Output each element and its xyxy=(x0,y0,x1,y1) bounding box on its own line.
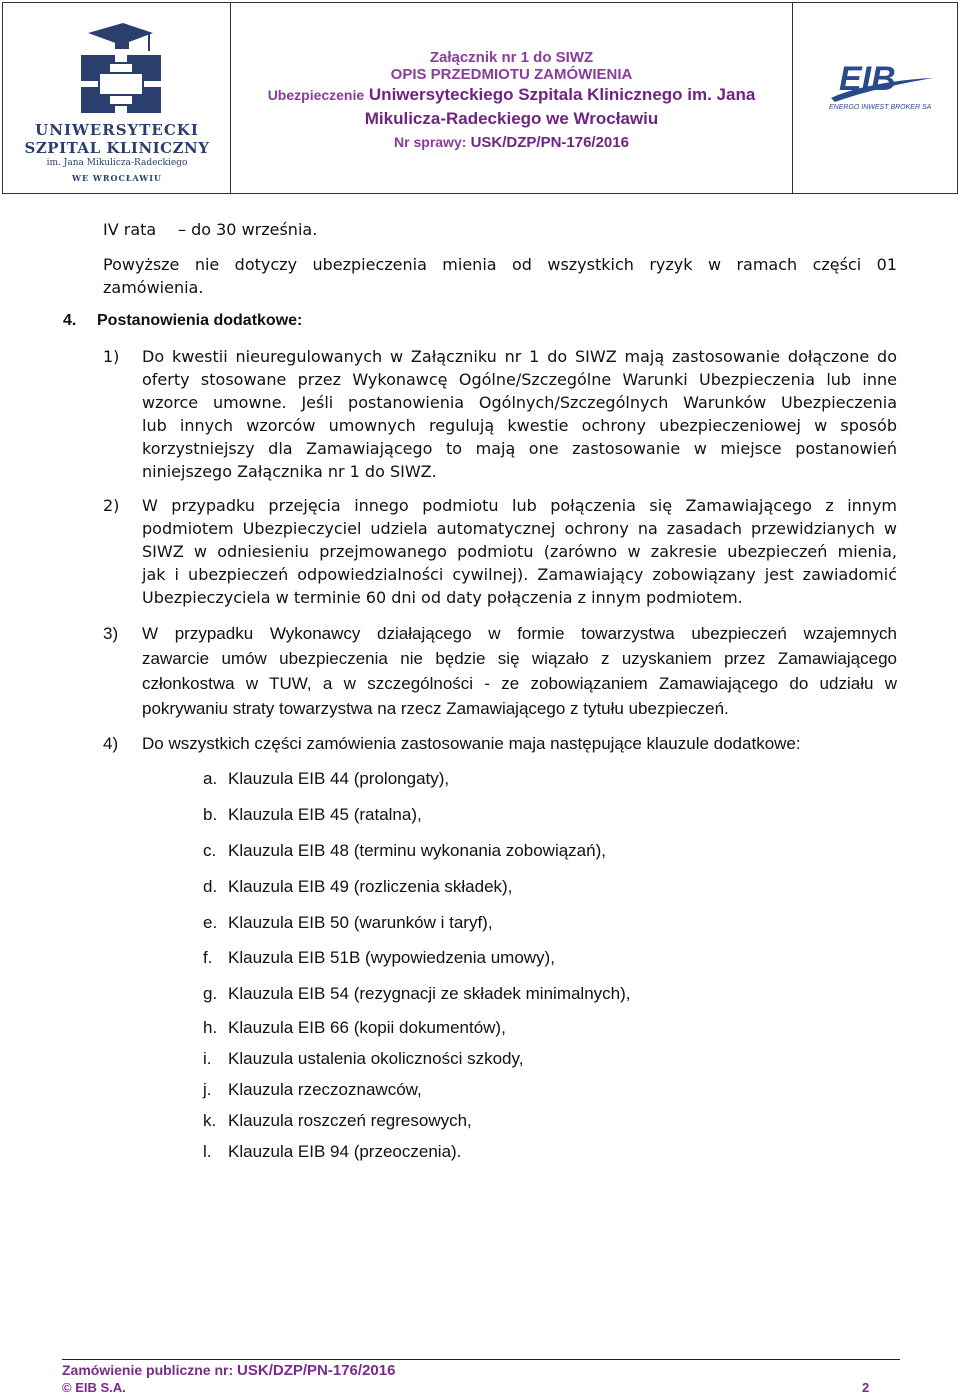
item-4-text: Do wszystkich części zamówienia zastosowanie maja następujące klauzule dodatkowe: xyxy=(142,734,801,753)
clause-letter: j. xyxy=(203,1080,212,1099)
eib-logo-wordmark: EIB xyxy=(839,60,896,98)
clause-text: Klauzula EIB 49 (rozliczenia składek), xyxy=(228,877,513,896)
clause-letter: a. xyxy=(203,769,218,788)
case-number-code: USK/DZP/PN-176/2016 xyxy=(470,134,629,151)
clause-text: Klauzula EIB 44 (prolongaty), xyxy=(228,769,450,788)
note-line-1: Powyższe nie dotyczy ubezpieczenia mienia od wszystkich ryzyk w ramach części 01 xyxy=(103,255,897,274)
university-emblem-icon xyxy=(3,3,231,121)
installment-label: IV rata xyxy=(103,220,157,239)
clause-letter: h. xyxy=(203,1018,218,1037)
item-3-line: pokrywaniu straty towarzystwa na rzecz Zamawiającego z tytułu ubezpieczeń. xyxy=(142,699,729,718)
clause-text: Klauzula EIB 51B (wypowiedzenia umowy), xyxy=(228,948,555,967)
clause-text: Klauzula EIB 48 (terminu wykonania zobowiązań), xyxy=(228,841,606,860)
university-logo xyxy=(3,3,231,193)
item-3-line: W przypadku Wykonawcy działającego w formie towarzystwa ubezpieczeń wzajemnych xyxy=(142,624,897,643)
clause-letter: i. xyxy=(203,1049,212,1068)
header-title-block xyxy=(231,3,793,193)
eib-logo-subtitle: ENERGO INWEST BROKER SA xyxy=(829,104,932,111)
item-2-line: podmiotem Ubezpieczyciel udziela automatycznej ochrony na zasadach przewidzianych w xyxy=(142,519,897,538)
clause-text: Klauzula ustalenia okoliczności szkody, xyxy=(228,1049,524,1068)
footer-order-number xyxy=(62,1362,395,1379)
header-case-number xyxy=(231,131,792,154)
note-line-2: zamówienia. xyxy=(103,278,204,297)
item-1-line: Do kwestii nieuregulowanych w Załączniku nr 1 do SIWZ mają zastosowanie dołączone do xyxy=(142,347,897,366)
header-insurance-line xyxy=(231,83,792,107)
header-insurance-main: Uniwersyteckiego Szpitala Klinicznego im. Jana xyxy=(368,85,756,104)
item-3-number: 3) xyxy=(103,624,119,643)
logo-line-1: UNIWERSYTECKI xyxy=(35,121,199,139)
item-4-number: 4) xyxy=(103,734,119,753)
clause-letter: k. xyxy=(203,1111,217,1130)
logo-line-3: im. Jana Mikulicza-Radeckiego xyxy=(46,158,188,168)
footer-copyright: © EIB S.A. xyxy=(62,1380,126,1395)
footer-divider xyxy=(62,1359,900,1360)
clause-letter: d. xyxy=(203,877,218,896)
item-2-line: jak i ubezpieczeń odpowiedzialności cywilnej). Zamawiający zobowiązany jest zawiadomić xyxy=(142,565,897,584)
installment-text: – do 30 września. xyxy=(178,220,318,239)
clause-letter: g. xyxy=(203,984,218,1003)
clause-text: Klauzula EIB 54 (rezygnacji ze składek minimalnych), xyxy=(228,984,631,1003)
header-annex: Załącznik nr 1 do SIWZ xyxy=(429,49,594,66)
page-number: 2 xyxy=(862,1380,870,1395)
clause-text: Klauzula EIB 50 (warunków i taryf), xyxy=(228,913,493,932)
clause-text: Klauzula EIB 45 (ratalna), xyxy=(228,805,422,824)
clause-text: Klauzula EIB 94 (przeoczenia). xyxy=(228,1142,462,1161)
item-3-line: członkostwa w TUW, a w szczególności - ze zobowiązaniem Zamawiającego do udziału w xyxy=(142,674,897,693)
clause-text: Klauzula rzeczoznawców, xyxy=(228,1080,422,1099)
header-hospital-name: Mikulicza-Radeckiego we Wrocławiu xyxy=(364,109,659,128)
logo-line-4: WE WROCŁAWIU xyxy=(71,173,163,183)
item-1-line: oferty stosowane przez Wykonawcę Ogólne/Szczególne Warunki Ubezpieczenia lub inne xyxy=(142,370,897,389)
clause-letter: c. xyxy=(203,841,217,860)
clause-letter: e. xyxy=(203,913,218,932)
clause-text: Klauzula EIB 66 (kopii dokumentów), xyxy=(228,1018,506,1037)
eib-logo xyxy=(793,3,957,193)
clause-letter: l. xyxy=(203,1142,212,1161)
document-header xyxy=(2,2,958,194)
header-insurance-prefix: Ubezpieczenie xyxy=(267,87,365,103)
clause-text: Klauzula roszczeń regresowych, xyxy=(228,1111,472,1130)
item-2-line: Ubezpieczyciela w terminie 60 dni od daty połączenia z innym podmiotem. xyxy=(142,588,743,607)
section-title: Postanowienia dodatkowe: xyxy=(97,312,303,329)
item-2-number: 2) xyxy=(103,496,120,515)
eib-logo-icon xyxy=(827,60,937,102)
item-1-line: wzorce umowne. Jeśli postanowienia Ogólnych/Szczególnych Warunków Ubezpieczenia xyxy=(142,393,897,412)
logo-line-2: SZPITAL KLINICZNY xyxy=(24,139,210,157)
item-2-line: SIWZ w odniesieniu przejmowanego podmiotu (zarówno w zakresie ubezpieczeń mienia, xyxy=(142,542,897,561)
footer-order-code: USK/DZP/PN-176/2016 xyxy=(237,1362,396,1379)
item-1-line: lub innych wzorców umownych regulują kwestie ochrony ubezpieczeniowej w sposób xyxy=(142,416,897,435)
item-2-line: W przypadku przejęcia innego podmiotu lub połączenia się Zamawiającego z innym xyxy=(142,496,897,515)
item-1-number: 1) xyxy=(103,347,120,366)
clause-letter: f. xyxy=(203,948,213,967)
footer-order-label: Zamówienie publiczne nr: xyxy=(62,1362,234,1378)
header-subject: OPIS PRZEDMIOTU ZAMÓWIENIA xyxy=(390,66,633,83)
case-number-label: Nr sprawy: xyxy=(394,134,467,150)
section-number: 4. xyxy=(63,312,77,329)
item-1-line: niniejszego Załącznika nr 1 do SIWZ. xyxy=(142,462,437,481)
item-3-line: zawarcie umów ubezpieczenia nie będzie się wiązało z uzyskaniem przez Zamawiającego xyxy=(142,649,897,668)
clause-letter: b. xyxy=(203,805,218,824)
item-1-line: korzystniejszy dla Zamawiającego to mają one zastosowanie w miejsce postanowień xyxy=(142,439,897,458)
